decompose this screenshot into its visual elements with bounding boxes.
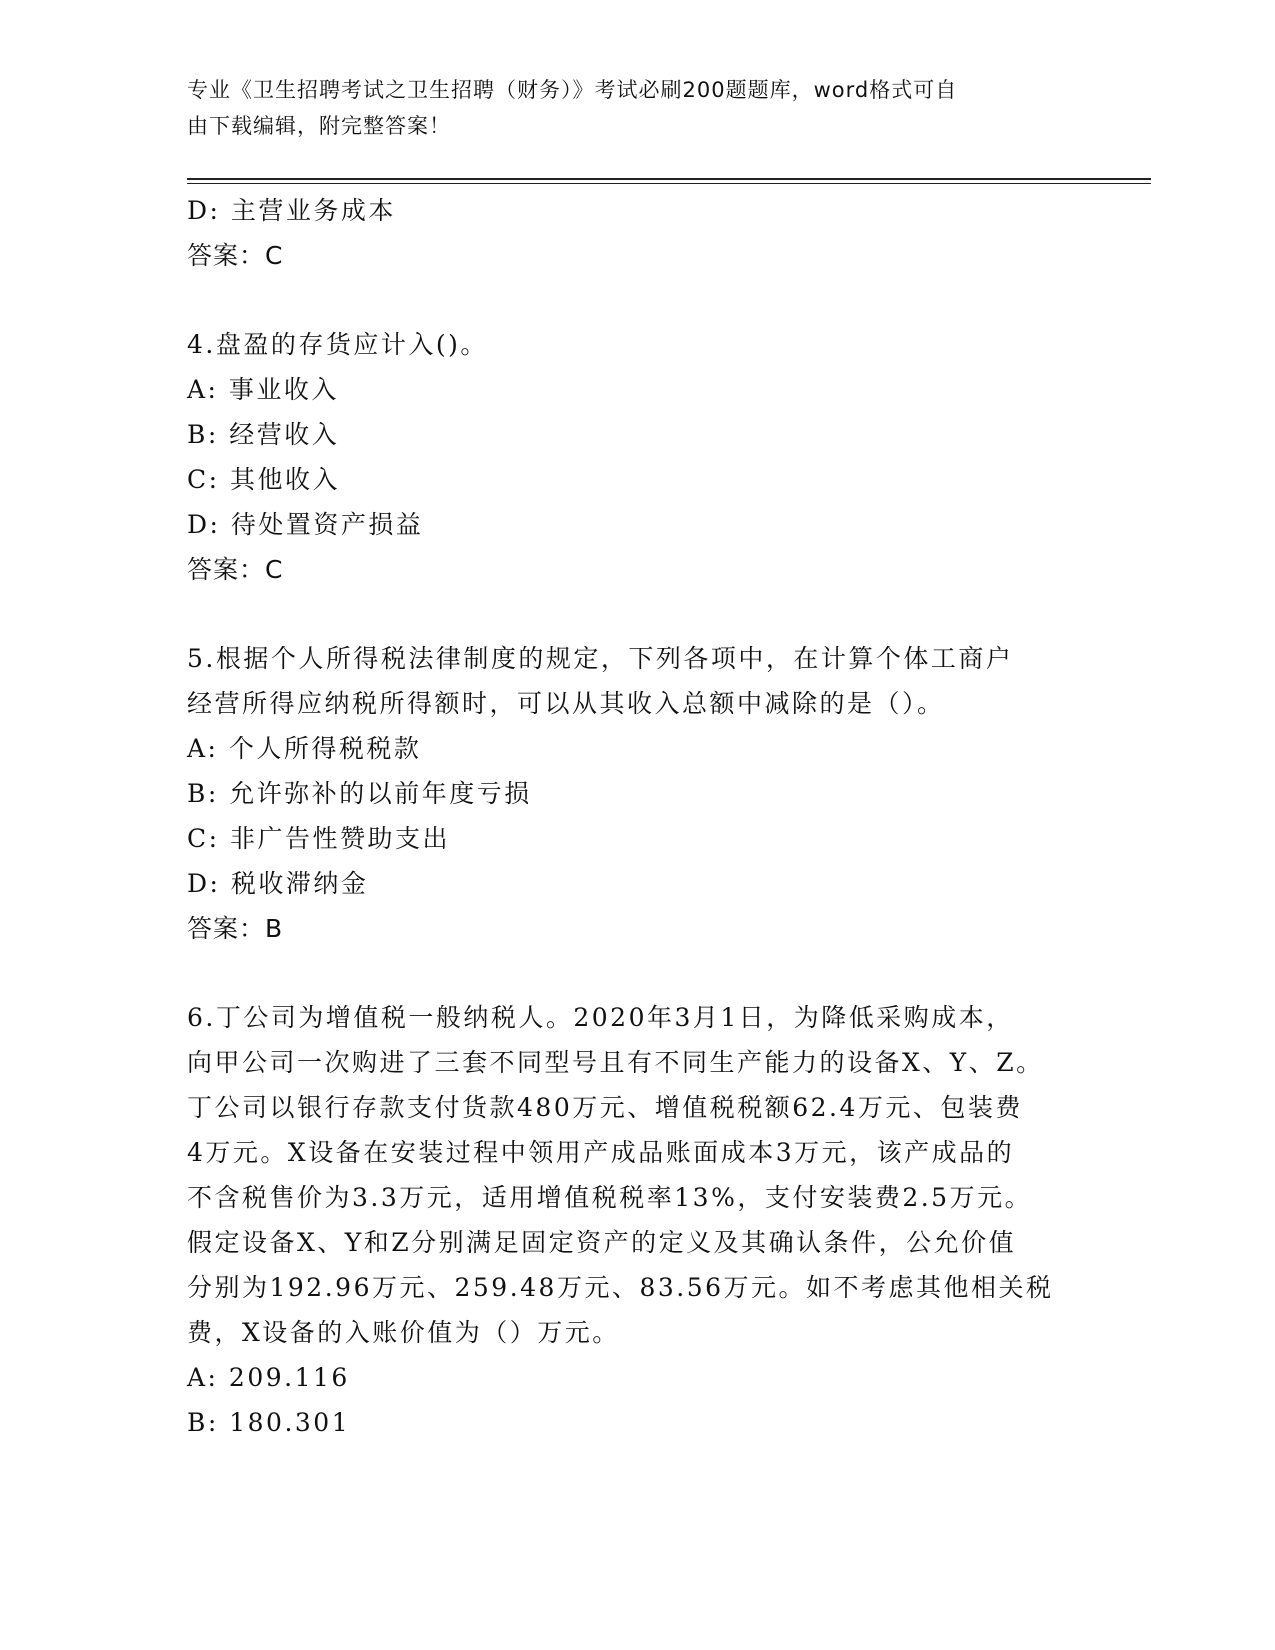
header-line-2: 由下载编辑，附完整答案！ (187, 114, 451, 138)
question-content (187, 188, 1087, 1445)
q6-stem-line-6: 假定设备X、Y和Z分别满足固定资产的定义及其确认条件，公允价值 (187, 1228, 1017, 1257)
q5-stem-line-2: 经营所得应纳税所得额时，可以从其收入总额中减除的是（）。 (187, 689, 945, 718)
document-header (187, 72, 1067, 144)
q6-stem-line-4: 4万元。X设备在安装过程中领用产成品账面成本3万元，该产成品的 (187, 1138, 1015, 1167)
q4-option-b: B: 经营收入 (187, 420, 340, 449)
prev-option-d: D: 主营业务成本 (187, 196, 396, 225)
q5-option-d: D: 税收滞纳金 (187, 869, 369, 898)
q5-option-a: A: 个人所得税税款 (187, 734, 422, 763)
q4-option-a: A: 事业收入 (187, 375, 339, 404)
q5-option-c: C: 非广告性赞助支出 (187, 824, 450, 853)
q4-option-d: D: 待处置资产损益 (187, 510, 424, 539)
q5-option-b: B: 允许弥补的以前年度亏损 (187, 779, 532, 808)
spacer (187, 592, 1087, 636)
header-line-1: 专业《卫生招聘考试之卫生招聘（财务）》考试必刷200题题库，word格式可自 (187, 78, 958, 102)
prev-answer: 答案：C (187, 241, 284, 270)
spacer (187, 951, 1087, 995)
q6-stem-line-8: 费，X设备的入账价值为（）万元。 (187, 1318, 620, 1347)
q6-stem-line-5: 不含税售价为3.3万元，适用增值税税率13%，支付安装费2.5万元。 (187, 1183, 1033, 1212)
q4-answer: 答案：C (187, 555, 284, 584)
q6-option-a: A: 209.116 (187, 1363, 350, 1392)
spacer (187, 278, 1087, 322)
q6-stem-line-2: 向甲公司一次购进了三套不同型号且有不同生产能力的设备X、Y、Z。 (187, 1048, 1044, 1077)
q5-stem-line-1: 5.根据个人所得税法律制度的规定，下列各项中，在计算个体工商户 (187, 644, 1014, 673)
q6-stem-line-7: 分别为192.96万元、259.48万元、83.56万元。如不考虑其他相关税 (187, 1273, 1054, 1302)
q5-answer: 答案：B (187, 914, 284, 943)
q4-option-c: C: 其他收入 (187, 465, 340, 494)
header-divider-thin (187, 183, 1151, 184)
q6-stem-line-1: 6.丁公司为增值税一般纳税人。2020年3月1日，为降低采购成本， (187, 1003, 1014, 1032)
q6-stem-line-3: 丁公司以银行存款支付货款480万元、增值税税额62.4万元、包装费 (187, 1093, 1023, 1122)
q6-option-b: B: 180.301 (187, 1408, 351, 1437)
q4-stem: 4.盘盈的存货应计入()。 (187, 330, 488, 359)
header-divider-thick (187, 178, 1151, 180)
